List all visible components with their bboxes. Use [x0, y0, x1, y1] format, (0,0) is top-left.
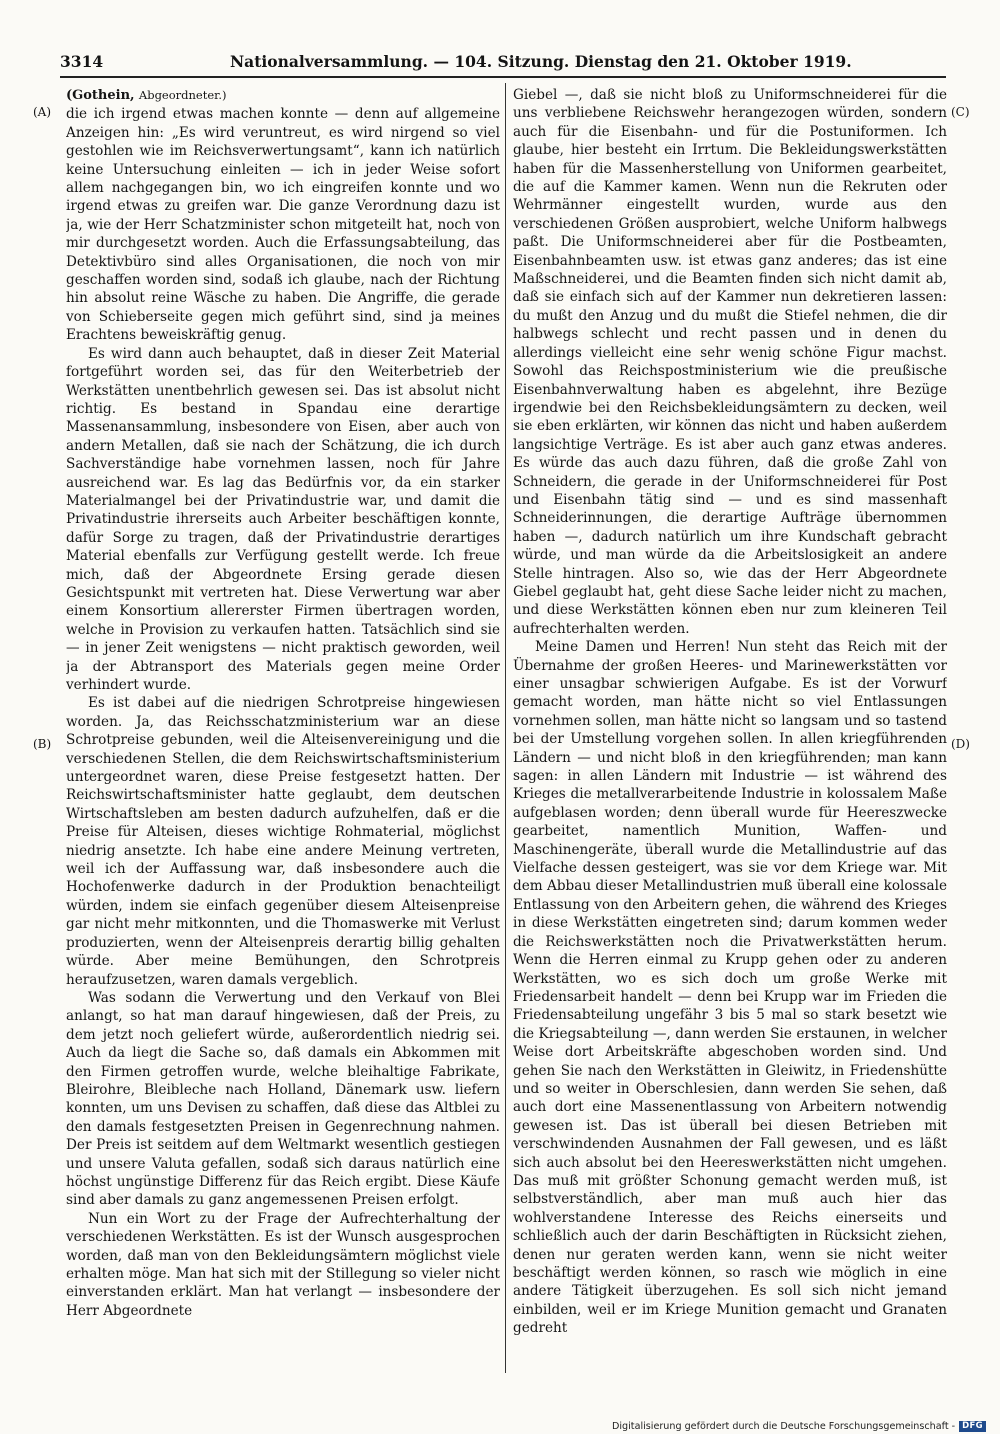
left-paragraph: Es wird dann auch behauptet, daß in dieser Zeit Material fortgeführt worden sei, das für den Weiterbetrieb der Werkstätten unentbehrlich gewesen sei. Das ist absolut nicht richtig. Es bestand in Spandau eine derartige Massenansammlung, insbesondere von Eisen, aber auch von andern Metallen, daß sie nach der Schätzung, die ich durch Sachverständige habe vornehmen lassen, noch für Jahre ausreichend war. Es lag das Bedürfnis vor, da ein starker Materialmangel bei der Privatindustrie war, und damit die Privatindustrie ihrerseits auch Arbeiter beschäftigen konnte, dafür Sorge zu tragen, daß der Privatindustrie derartiges Material ebenfalls zur Verfügung gestellt werde. Ich freue mich, daß der Abgeordnete Ersing gerade diesen Gesichtspunkt mit vertreten hat. Diese Verwertung war aber einem Konsortium allererster Firmen übertragen worden, welche in Provision zu verkaufen hatten. Tatsächlich sind sie — in jener Zeit wenigstens — nicht praktisch geworden, weil ja der Abtransport des Materials gegen meine Order verhindert wurde. — [66, 345, 500, 693]
footer-text: Digitalisierung gefördert durch die Deutsche Forschungsgemeinschaft - — [612, 1420, 956, 1432]
left-paragraph: die ich irgend etwas machen konnte — denn auf allgemeine Anzeigen hin: „Es wird veruntreut, es wird nirgend so viel gestohlen wie im Reichsverwertungsamt“, kann ich natürlich keine Untersuchung einleiten — ich in jeder Weise sofort allem nachgegangen bin, wo ich eingreifen konnte und wo irgend etwas zu greifen war. Die ganze Verordnung dazu ist ja, wie der Herr Schatzminister schon mitgeteilt hat, noch von mir durchgesetzt worden. Auch die Erfassungsabteilung, das Detektivbüro sind alles Organisationen, die noch von mir geschaffen worden sind, sodaß ich glaube, nach der Richtung hin absolut reine Wäsche zu haben. Die Angriffe, die gerade von Schieberseite gegen mich geführt sind, sind ja meines Erachtens beweiskräftig genug. — [66, 106, 500, 344]
speaker-role: Abgeordneter.) — [138, 88, 227, 102]
left-paragraph: Es ist dabei auf die niedrigen Schrotpreise hingewiesen worden. Ja, das Reichsschatzministerium war an diese Schrotpreise gebunden, weil die Alteisenvereinigung und die verschiedenen Stellen, die dem Reichswirtschaftsministerium untergeordnet waren, diese Preise festgesetzt hatten. Der Reichswirtschaftsminister hatte geglaubt, dem deutschen Wirtschaftsleben am besten dadurch aufzuhelfen, daß er die Preise für Alteisen, dieses wichtige Rohmaterial, möglichst niedrig ansetzte. Ich habe eine andere Meinung vertreten, weil ich der Auffassung war, daß insbesondere auch die Hochofenwerke dadurch in der Produktion benachteiligt würden, indem sie einfach gegenüber diesem Alteisenpreise gar nicht mehr mitkonnten, und die Thomaswerke mit Verlust produzierten, wenn der Alteisenpreis derartig billig gehalten würde. Aber meine Bemühungen, den Schrotpreis heraufzusetzen, waren damals vergeblich. — [66, 695, 500, 988]
left-column — [66, 86, 500, 1370]
page-running-title: Nationalversammlung. — 104. Sitzung. Dienstag den 21. Oktober 1919. — [230, 52, 852, 71]
right-column — [513, 86, 947, 1370]
speaker-name: (Gothein, — [66, 88, 135, 103]
margin-mark-d: (D) — [951, 737, 970, 751]
left-paragraph: Nun ein Wort zu der Frage der Aufrechterhaltung der verschiedenen Werkstätten. Es ist der Wunsch ausgesprochen worden, daß man von den Bekleidungsämtern möglichst viele erhalten möge. Man hat sich mit der Stillegung so vieler nicht einverstanden erklärt. Man hat verlangt — insbesondere der Herr Abgeordnete — [66, 1210, 500, 1319]
margin-mark-c: (C) — [951, 105, 970, 119]
column-divider — [505, 83, 506, 1373]
page-number: 3314 — [60, 52, 104, 71]
margin-mark-a: (A) — [33, 105, 52, 119]
header-rule — [60, 76, 946, 78]
speaker-line — [66, 86, 500, 105]
right-paragraph: Meine Damen und Herren! Nun steht das Reich mit der Übernahme der großen Heeres- und Marinewerkstätten vor einer unsagbar schwierigen Aufgabe. Es ist der Vorwurf gemacht worden, man hätte nicht so viel Entlassungen vornehmen sollen, man hätte nicht so langsam und so tastend bei der Umstellung vorgehen sollen. In allen kriegführenden Ländern — und nicht bloß in den kriegführenden; man kann sagen: in allen Ländern mit Industrie — ist während des Krieges die metallverarbeitende Industrie in kolossalem Maße aufgeblasen worden; denn überall wurde für Heereszwecke gearbeitet, namentlich Munition, Waffen- und Maschinengeräte, überall wurde die Metallindustrie auf das Vielfache dessen gesteigert, was sie vor dem Kriege war. Mit dem Abbau dieser Metallindustrien muß überall eine kolossale Entlassung von den Arbeitern gehen, die während des Krieges in diese Werkstätten eingetreten sind; darum kommen weder die Reichswerkstätten noch die Privatwerkstätten herum. Wenn die Herren einmal zu Krupp gehen oder zu anderen Werkstätten, wo es sich doch um große Werke mit Friedensarbeit handelt — denn bei Krupp war im Frieden die Friedensabteilung ungefähr 3 bis 5 mal so stark besetzt wie die Kriegsabteilung —, dann werden Sie erstaunen, in welcher Weise dort Arbeitskräfte abgeschoben worden sind. Und gehen Sie nach den Werkstätten in Gleiwitz, in Friedenshütte und so weiter in Oberschlesien, dann werden Sie sehen, daß auch dort eine Massenentlassung von Arbeitern notwendig gewesen ist. Das ist überall bei diesen Betrieben mit verschwindenden Ausnahmen der Fall gewesen, und es läßt sich auch absolut bei den Heereswerkstätten nicht umgehen. Das muß mit größter Schonung gemacht werden muß, ist selbstverständlich, aber man muß auch hier das wohlverstandene Interesse des Reichs einerseits und schließlich auch der darin Beschäftigten in Rücksicht ziehen, denen nur geraten werden kann, wenn sie nicht weiter beschäftigt werden können, so rasch wie möglich in eine andere Tätigkeit überzugehen. Es soll sich nicht jemand einbilden, weil er im Kriege Munition gemacht und Granaten gedreht — [513, 639, 947, 1337]
right-paragraph: Giebel —, daß sie nicht bloß zu Uniformschneiderei für die uns verbliebene Reichswehr herangezogen würden, sondern auch für die Eisenbahn- und für die Postuniformen. Ich glaube, hier besteht ein Irrtum. Die Bekleidungswerkstätten haben für die Massenherstellung von Uniformen gearbeitet, die auf die Kammer kamen. Wenn nun die Rekruten oder Wehrmänner eingestellt wurden, wurde aus den verschiedenen Größen ausprobiert, welche Uniform halbwegs paßt. Die Uniformschneiderei aber für die Postbeamten, Eisenbahnbeamten usw. ist etwas ganz anderes; das ist eine Maßschneiderei, und die Beamten finden sich nicht damit ab, daß sie einfach sich auf der Kammer nun dekretieren lassen: du mußt den Anzug und du mußt die Stiefel nehmen, die dir halbwegs schlecht und recht passen und in denen du allerdings vielleicht eine sehr wenig schöne Figur machst. Sowohl das Reichspostministerium wie die preußische Eisenbahnverwaltung haben es abgelehnt, ihre Bezüge irgendwie bei den Reichsbekleidungsämtern zu decken, weil sie eben erklärten, wir können das nicht und haben außerdem langsichtige Verträge. Es ist aber auch ganz etwas anderes. Es würde das auch dazu führen, daß die große Zahl von Schneidern, die gerade in der Uniformschneiderei für Post und Eisenbahn tätig sind — und es sind massenhaft Schneiderinnungen, die derartige Aufträge übernommen haben —, dadurch natürlich um ihre Kundschaft gebracht würde, und man würde da die Arbeitslosigkeit an andere Stelle hintragen. Also so, wie das der Herr Abgeordnete Giebel geglaubt hat, geht diese Sache leider nicht zu machen, und diese Werkstätten können eben nur zum kleineren Teil aufrechterhalten werden. — [513, 87, 947, 637]
page-header — [60, 52, 946, 76]
margin-mark-b: (B) — [33, 737, 52, 751]
footer-credit — [612, 1419, 992, 1433]
dfg-logo: DFG — [959, 1421, 986, 1432]
left-paragraph: Was sodann die Verwertung und den Verkauf von Blei anlangt, so hat man darauf hingewiesen, daß der Preis, zu dem jetzt noch geliefert würde, außerordentlich niedrig sei. Auch da liegt die Sache so, daß damals ein Abkommen mit den Firmen getroffen wurde, welche bleihaltige Fabrikate, Bleirohre, Bleibleche nach Holland, Dänemark usw. liefern konnten, um uns Devisen zu schaffen, daß diese das Altblei zu den damals festgesetzten Preisen in Gegenrechnung nahmen. Der Preis ist seitdem auf dem Weltmarkt wesentlich gestiegen und unsere Valuta gefallen, sodaß sich daraus natürlich eine höchst ungünstige Differenz für das Reich ergibt. Diese Käufe sind aber damals zu ganz angemessenen Preisen erfolgt. — [66, 989, 500, 1209]
